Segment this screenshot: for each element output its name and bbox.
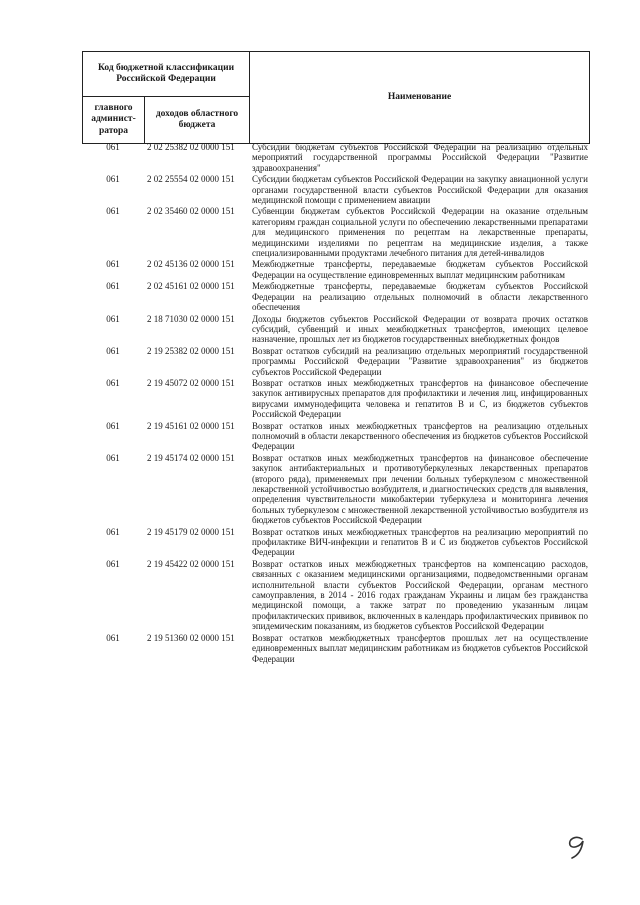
income-code-cell: 2 02 35460 02 0000 151 xyxy=(147,206,235,217)
table-row xyxy=(82,142,589,173)
code-column-header: доходов областного бюджета xyxy=(145,97,250,144)
budget-code-group-header: Код бюджетной классификации Российской Федерации xyxy=(83,52,250,97)
table-row xyxy=(82,378,589,420)
income-name-cell: Межбюджетные трансферты, передаваемые бюджетам субъектов Российской Федерации на осуществление единовременных выплат медицинским работникам xyxy=(252,259,588,280)
admin-code-cell: 061 xyxy=(106,206,120,217)
admin-code-cell: 061 xyxy=(106,452,120,463)
admin-code-cell: 061 xyxy=(106,526,120,537)
income-code-cell: 2 19 45179 02 0000 151 xyxy=(147,526,235,537)
admin-code-cell: 061 xyxy=(106,345,120,356)
table-row xyxy=(82,453,589,526)
admin-code-cell: 061 xyxy=(106,420,120,431)
admin-code-cell: 061 xyxy=(106,313,120,324)
table-row xyxy=(82,281,589,312)
table-row xyxy=(82,206,589,258)
income-name-cell: Доходы бюджетов субъектов Российской Федерации от возврата прочих остатков субсидий, субвенций и иных межбюджетных трансфертов, имеющих целевое назначение, прошлых лет из бюджетов государственных внебюджетных фондов xyxy=(252,313,588,345)
income-code-cell: 2 19 45174 02 0000 151 xyxy=(147,452,235,463)
table-row xyxy=(82,174,589,205)
income-code-cell: 2 19 25382 02 0000 151 xyxy=(147,345,235,356)
admin-code-cell: 061 xyxy=(106,174,120,185)
income-code-cell: 2 02 45136 02 0000 151 xyxy=(147,259,235,270)
income-name-cell: Возврат остатков иных межбюджетных трансфертов на реализацию мероприятий по профилактике ВИЧ-инфекции и гепатитов В и С из бюджетов субъектов Российской Федерации xyxy=(252,526,588,558)
admin-code-cell: 061 xyxy=(106,632,120,643)
admin-column-header: главного админист-ратора xyxy=(83,97,145,144)
income-code-cell: 2 19 45072 02 0000 151 xyxy=(147,377,235,388)
income-name-cell: Возврат остатков иных межбюджетных трансфертов на реализацию отдельных полномочий в области лекарственного обеспечения из бюджетов субъектов Российской Федерации xyxy=(252,420,588,452)
income-code-cell: 2 02 25382 02 0000 151 xyxy=(147,142,235,152)
income-name-cell: Субсидии бюджетам субъектов Российской Федерации на закупку авиационной услуги органами государственной власти субъектов Российской Федерации для оказания медицинской помощи с применением авиации xyxy=(252,174,588,206)
name-column-header: Наименование xyxy=(250,52,590,144)
income-name-cell: Субсидии бюджетам субъектов Российской Федерации на реализацию отдельных мероприятий государственной программы Российской Федерации "Развитие здравоохранения" xyxy=(252,142,588,173)
header-table xyxy=(82,51,590,144)
admin-code-cell: 061 xyxy=(106,377,120,388)
table-row xyxy=(82,527,589,558)
income-name-cell: Возврат остатков иных межбюджетных трансфертов на финансовое обеспечение закупок антибактериальных и противотуберкулезных лекарственных препаратов (второго ряда), применяемых при лечении больных туберкулезом с множественной лекарственной устойчивостью возбудителя, и диагностических средств для выявления, определения чувствительности микобактерии туберкулеза и мониторинга лечения больных туберкулезом с множественной лекарственной устойчивостью возбудителя из бюджетов субъектов Российской Федерации xyxy=(252,452,588,526)
income-name-cell: Субвенции бюджетам субъектов Российской Федерации на оказание отдельным категориям граждан социальной услуги по обеспечению лекарственными препаратами для медицинского применения по рецептам на лекарственные препараты, медицинскими изделиями по рецептам на медицинские изделия, а также специализированными продуктами лечебного питания для детей-инвалидов xyxy=(252,206,588,259)
income-code-cell: 2 18 71030 02 0000 151 xyxy=(147,313,235,324)
handwritten-page-number xyxy=(562,833,592,861)
table-row xyxy=(82,314,589,345)
income-name-cell: Возврат остатков иных межбюджетных трансфертов на компенсацию расходов, связанных с оказанием медицинскими организациями, подведомственными органам исполнительной власти субъектов Российской Федерации, органам местного самоуправления, в 2014 - 2016 годах гражданам Украины и лицам без гражданства медицинской помощи, а также затрат по проведению указанным лицам профилактических прививок, включенных в календарь профилактических прививок по эпидемическим показаниям, из бюджетов субъектов Российской Федерации xyxy=(252,558,588,632)
income-code-cell: 2 19 45422 02 0000 151 xyxy=(147,558,235,569)
admin-code-cell: 061 xyxy=(106,142,120,152)
income-code-cell: 2 02 25554 02 0000 151 xyxy=(147,174,235,185)
admin-code-cell: 061 xyxy=(106,281,120,292)
income-code-cell: 2 19 45161 02 0000 151 xyxy=(147,420,235,431)
income-name-cell: Возврат остатков межбюджетных трансфертов прошлых лет на осуществление единовременных выплат медицинским работникам из бюджетов субъектов Российской Федерации xyxy=(252,632,588,664)
income-code-cell: 2 02 45161 02 0000 151 xyxy=(147,281,235,292)
admin-code-cell: 061 xyxy=(106,259,120,270)
admin-code-cell: 061 xyxy=(106,558,120,569)
table-body xyxy=(82,142,589,665)
table-row xyxy=(82,259,589,280)
table-row xyxy=(82,633,589,664)
income-name-cell: Межбюджетные трансферты, передаваемые бюджетам субъектов Российской Федерации на реализацию отдельных полномочий в области лекарственного обеспечения xyxy=(252,281,588,313)
income-name-cell: Возврат остатков субсидий на реализацию отдельных мероприятий государственной программы Российской Федерации "Развитие здравоохранения" из бюджетов субъектов Российской Федерации xyxy=(252,345,588,377)
table-row xyxy=(82,346,589,377)
income-code-cell: 2 19 51360 02 0000 151 xyxy=(147,632,235,643)
table-row xyxy=(82,559,589,632)
income-name-cell: Возврат остатков иных межбюджетных трансфертов на финансовое обеспечение закупок антивирусных препаратов для профилактики и лечения лиц, инфицированных вирусами иммунодефицита человека и гепатитов В и С, из бюджетов субъектов Российской Федерации xyxy=(252,377,588,420)
table-row xyxy=(82,421,589,452)
